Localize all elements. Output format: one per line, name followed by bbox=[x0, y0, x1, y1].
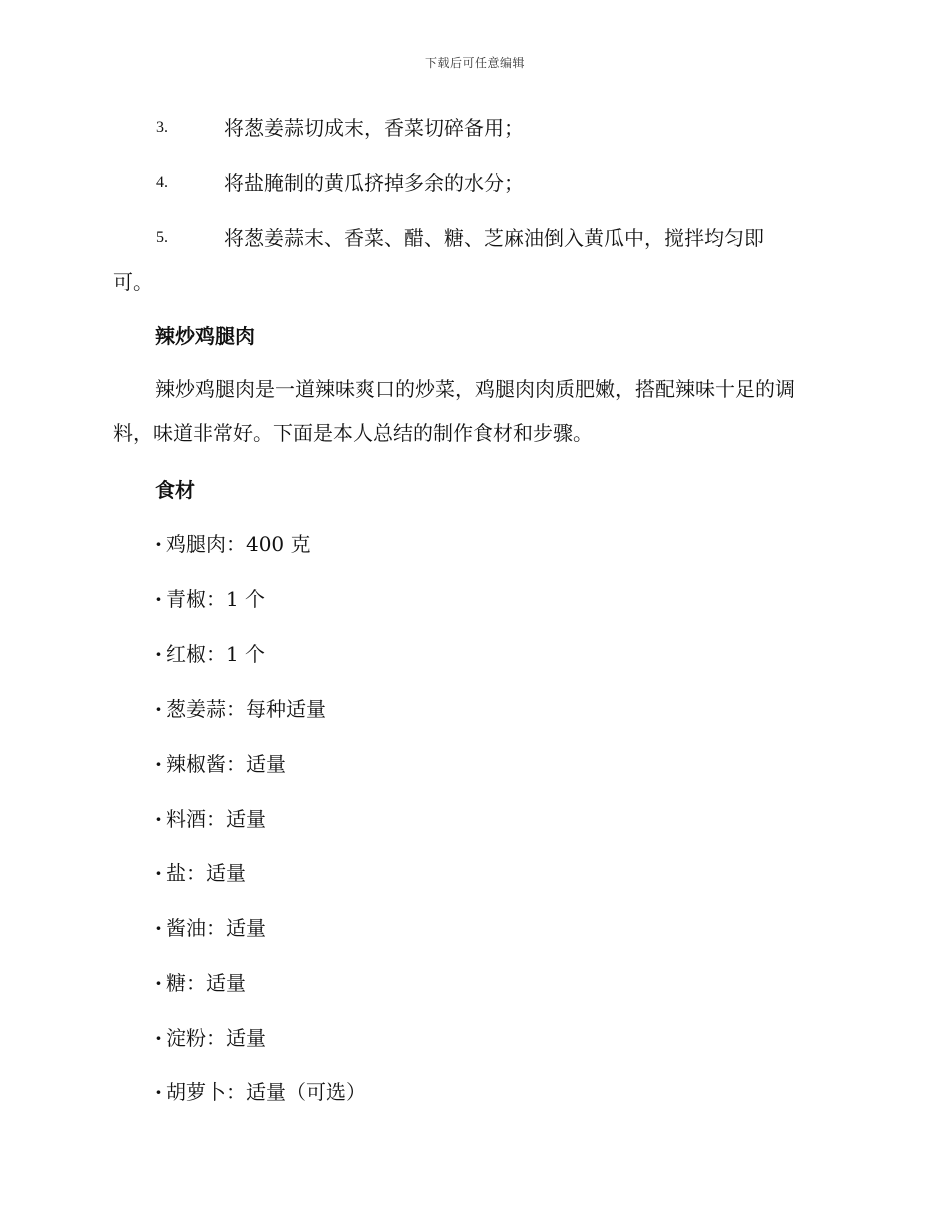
bullet-icon: · bbox=[155, 807, 162, 831]
step-item bbox=[113, 106, 833, 150]
ingredient-text: 辣椒酱：适量 bbox=[165, 752, 286, 776]
ingredient-text: 盐：适量 bbox=[165, 861, 246, 885]
section-intro: 辣炒鸡腿肉是一道辣味爽口的炒菜，鸡腿肉肉质肥嫩，搭配辣味十足的调料，味道非常好。下面是本人总结的制作食材和步骤。 bbox=[113, 377, 795, 445]
ingredient-text: 葱姜蒜：每种适量 bbox=[165, 697, 326, 721]
ingredient-item bbox=[155, 1022, 266, 1051]
bullet-icon: · bbox=[155, 971, 162, 995]
step-text-continuation: 可。 bbox=[113, 270, 153, 294]
ingredient-item bbox=[155, 748, 286, 777]
ingredient-text: 酱油：适量 bbox=[165, 916, 266, 940]
ingredient-item bbox=[155, 693, 326, 722]
ingredient-item bbox=[155, 528, 311, 557]
ingredients-heading: 食材 bbox=[155, 478, 195, 502]
ingredient-text: 胡萝卜：适量（可选） bbox=[165, 1080, 366, 1104]
bullet-icon: · bbox=[155, 861, 162, 885]
step-text: 将葱姜蒜切成末，香菜切碎备用； bbox=[224, 116, 524, 140]
ingredient-text: 料酒：适量 bbox=[165, 807, 266, 831]
ingredient-item bbox=[155, 857, 246, 886]
section-title: 辣炒鸡腿肉 bbox=[155, 324, 255, 348]
step-number: 3. bbox=[156, 119, 168, 136]
ingredient-item bbox=[155, 912, 266, 941]
bullet-icon: · bbox=[155, 587, 162, 611]
ingredient-item bbox=[155, 803, 266, 832]
step-text: 将葱姜蒜末、香菜、醋、糖、芝麻油倒入黄瓜中，搅拌均匀即 bbox=[224, 226, 764, 250]
page-header: 下载后可任意编辑 bbox=[424, 56, 525, 70]
ingredient-item bbox=[155, 967, 246, 996]
bullet-icon: · bbox=[155, 697, 162, 721]
bullet-icon: · bbox=[155, 1080, 162, 1104]
ingredient-item bbox=[155, 1076, 366, 1105]
bullet-icon: · bbox=[155, 642, 162, 666]
ingredient-text: 淀粉：适量 bbox=[165, 1026, 266, 1050]
ingredient-text: 红椒：1 个 bbox=[165, 642, 266, 666]
ingredient-item bbox=[155, 638, 265, 667]
bullet-icon: · bbox=[155, 1026, 162, 1050]
ingredient-text: 糖：适量 bbox=[165, 971, 246, 995]
step-number: 5. bbox=[156, 229, 168, 246]
step-item bbox=[113, 161, 833, 205]
bullet-icon: · bbox=[155, 532, 162, 556]
bullet-icon: · bbox=[155, 916, 162, 940]
step-number: 4. bbox=[156, 174, 168, 191]
step-item bbox=[113, 216, 833, 304]
bullet-icon: · bbox=[155, 752, 162, 776]
step-text: 将盐腌制的黄瓜挤掉多余的水分； bbox=[224, 171, 524, 195]
ingredient-text: 鸡腿肉：400 克 bbox=[165, 532, 311, 556]
ingredient-item bbox=[155, 583, 265, 612]
ingredient-text: 青椒：1 个 bbox=[165, 587, 266, 611]
